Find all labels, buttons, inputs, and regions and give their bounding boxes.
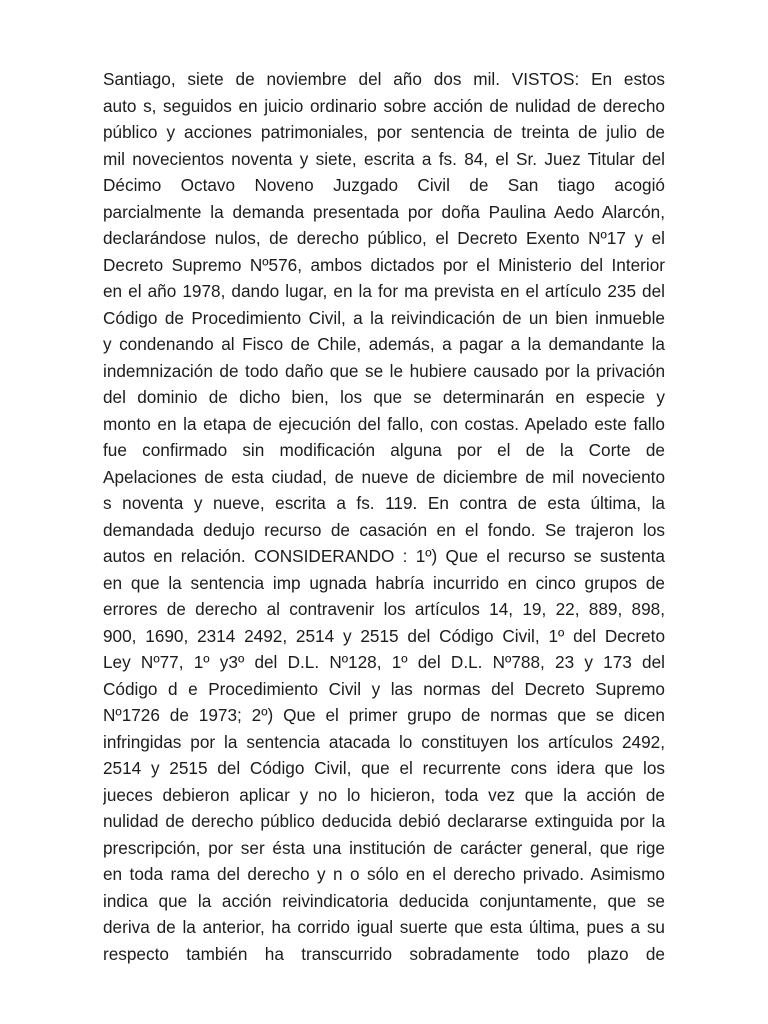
text-line: nulidad de derecho público deducida debió declararse extinguida por la	[103, 811, 665, 831]
text-line: monto en la etapa de ejecución del fallo, con costas. Apelado este fallo	[103, 413, 665, 434]
text-line: auto s, seguidos en juicio ordinario sobre acción de nulidad de derecho	[103, 95, 665, 116]
text-line: indica que la acción reivindicatoria deducida conjuntamente, que se	[103, 890, 665, 911]
text-line: 2514 y 2515 del Código Civil, que el recurrente cons idera que los	[103, 758, 665, 778]
text-line: mil novecientos noventa y siete, escrita a fs. 84, el Sr. Juez Titular del	[103, 148, 665, 169]
text-line: Decreto Supremo Nº576, ambos dictados por el Ministerio del Interior	[103, 254, 665, 275]
text-line: Código d e Procedimiento Civil y las normas del Decreto Supremo	[103, 678, 665, 699]
text-line: autos en relación. CONSIDERANDO : 1º) Que el recurso se sustenta	[103, 546, 665, 566]
text-line: prescripción, por ser ésta una institución de carácter general, que rige	[103, 837, 665, 858]
text-line: en el año 1978, dando lugar, en la for ma prevista en el artículo 235 del	[103, 281, 665, 301]
text-line: 900, 1690, 2314 2492, 2514 y 2515 del Código Civil, 1º del Decreto	[103, 625, 665, 646]
text-line: demandada dedujo recurso de casación en el fondo. Se trajeron los	[103, 519, 665, 540]
text-line: del dominio de dicho bien, los que se determinarán en especie y	[103, 387, 665, 407]
text-line: y condenando al Fisco de Chile, además, a pagar a la demandante la	[103, 334, 665, 354]
text-line: Ley Nº77, 1º y3º del D.L. Nº128, 1º del D.L. Nº788, 23 y 173 del	[103, 652, 665, 672]
text-line: errores de derecho al contravenir los artículos 14, 19, 22, 889, 898,	[103, 599, 665, 619]
text-line: Santiago, siete de noviembre del año dos mil. VISTOS: En estos	[103, 69, 665, 89]
text-line: en toda rama del derecho y n o sólo en el derecho privado. Asimismo	[103, 864, 665, 884]
text-line: s noventa y nueve, escrita a fs. 119. En contra de esta última, la	[103, 493, 665, 513]
text-line: Décimo Octavo Noveno Juzgado Civil de San tiago acogió	[103, 175, 665, 195]
text-line: Nº1726 de 1973; 2º) Que el primer grupo de normas que se dicen	[103, 705, 665, 725]
text-line: Apelaciones de esta ciudad, de nueve de diciembre de mil noveciento	[103, 466, 665, 487]
judgment-text	[103, 66, 665, 967]
text-line: respecto también ha transcurrido sobradamente todo plazo de	[103, 943, 665, 964]
text-line: en que la sentencia imp ugnada habría incurrido en cinco grupos de	[103, 572, 665, 593]
text-line: parcialmente la demanda presentada por doña Paulina Aedo Alarcón,	[103, 201, 665, 222]
text-line: deriva de la anterior, ha corrido igual suerte que esta última, pues a su	[103, 917, 665, 937]
text-line: declarándose nulos, de derecho público, el Decreto Exento Nº17 y el	[103, 228, 665, 248]
text-line: jueces debieron aplicar y no lo hicieron, toda vez que la acción de	[103, 784, 665, 805]
text-line: público y acciones patrimoniales, por sentencia de treinta de julio de	[103, 122, 665, 142]
text-line: fue confirmado sin modificación alguna por el de la Corte de	[103, 440, 665, 460]
text-line: Código de Procedimiento Civil, a la reivindicación de un bien inmueble	[103, 307, 665, 328]
text-line: indemnización de todo daño que se le hubiere causado por la privación	[103, 360, 665, 381]
text-line: infringidas por la sentencia atacada lo constituyen los artículos 2492,	[103, 731, 665, 752]
